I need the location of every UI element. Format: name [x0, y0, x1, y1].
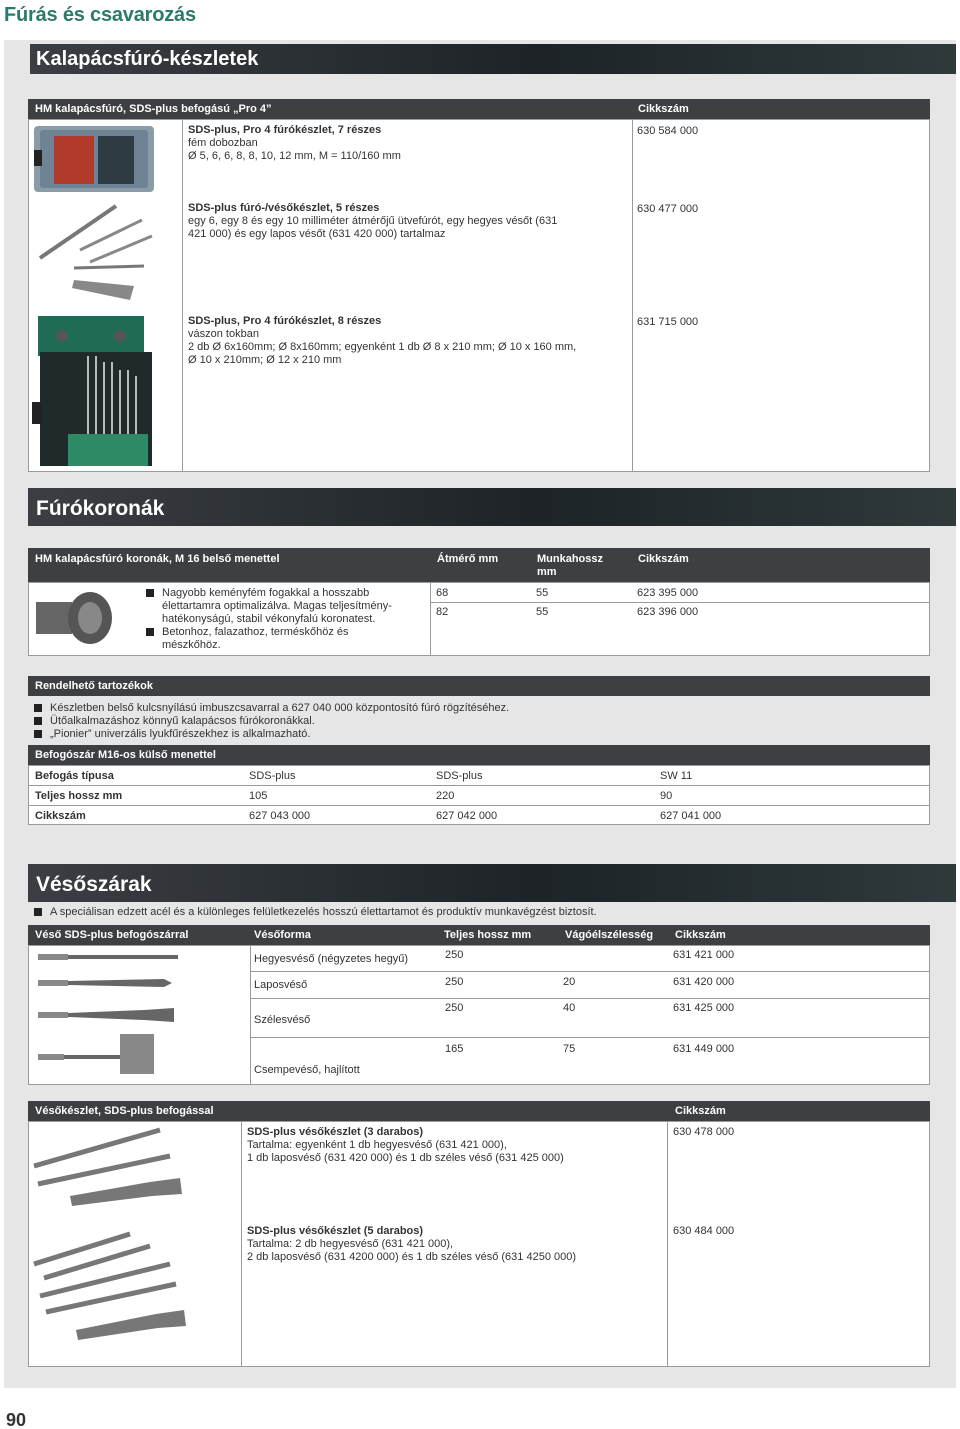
chisel-sets-header-name: Vésőkészlet, SDS-plus befogással	[35, 1105, 214, 1117]
chisel-length: 250	[445, 1002, 464, 1014]
section-title-drill-sets: Kalapácsfúró-készletek	[30, 44, 956, 74]
chisel-shape: Szélesvéső	[254, 1014, 311, 1026]
shank-label: Befogás típusa	[35, 770, 114, 782]
chisel-set-desc: Tartalma: egyenként 1 db hegyesvéső (631 421 000),	[247, 1139, 507, 1151]
chisel-set-title: SDS-plus vésőkészlet (3 darabos)	[247, 1126, 424, 1138]
shank-value: SW 11	[660, 770, 693, 782]
section-title-chisels: Vésőszárak	[28, 864, 956, 902]
core-bit-length: 55	[536, 587, 549, 599]
chisel-set-code: 630 478 000	[673, 1126, 735, 1138]
core-bit-length: 55	[536, 606, 549, 618]
feature-text: hatékonyságú, stabil vékonyfalú koronatest.	[162, 613, 376, 625]
shank-value: 627 043 000	[249, 810, 311, 822]
chisel-length: 165	[445, 1043, 464, 1055]
chisel-code: 631 449 000	[673, 1043, 735, 1055]
accessories-list	[34, 702, 914, 741]
feature-text: Betonhoz, falazathoz, terméskőhöz és	[162, 626, 349, 638]
core-bit-code: 623 395 000	[637, 587, 699, 599]
drill-set-desc: vászon tokban	[188, 328, 259, 340]
chisel-code: 631 420 000	[673, 976, 735, 988]
drill-set-code: 631 715 000	[637, 316, 699, 328]
chisel-sets-header	[28, 1101, 930, 1121]
drill-set-title: SDS-plus, Pro 4 fúrókészlet, 8 részes	[188, 315, 382, 327]
chisels-header-code: Cikkszám	[675, 929, 726, 941]
shank-label: Cikkszám	[35, 810, 86, 822]
drill-pouch-image	[32, 316, 154, 468]
chisel-set-row-2	[247, 1225, 667, 1264]
core-bit-diameter: 82	[436, 606, 449, 618]
chisel-set-3-image	[30, 1126, 190, 1210]
chisel-set-desc: 2 db laposvéső (631 4200 000) és 1 db széles véső (631 4250 000)	[247, 1251, 577, 1263]
chisel-length: 250	[445, 949, 464, 961]
chisel-code: 631 425 000	[673, 1002, 735, 1014]
drill-set-desc: fém dobozban	[188, 137, 258, 149]
drill-set-title: SDS-plus, Pro 4 fúrókészlet, 7 részes	[188, 124, 382, 136]
chisel-set-5-image	[30, 1230, 190, 1350]
chisel-width: 20	[563, 976, 576, 988]
chisel-sets-header-code: Cikkszám	[675, 1105, 726, 1117]
feature-text: Nagyobb keményfém fogakkal a hosszabb	[162, 587, 370, 599]
chisel-code: 631 421 000	[673, 949, 735, 961]
chisel-shape: Laposvéső	[254, 979, 308, 991]
feature-text: mészkőhöz.	[162, 639, 221, 651]
chisel-images	[34, 950, 194, 1080]
core-bits-table-header	[28, 548, 930, 582]
shank-value: SDS-plus	[436, 770, 483, 782]
shank-label: Teljes hossz mm	[35, 790, 123, 802]
chisels-header-shape: Vésőforma	[254, 929, 311, 941]
core-bits-header-length: Munkahossz	[537, 553, 604, 565]
page-title: Fúrás és csavarozás	[4, 4, 196, 26]
chisel-set-code: 630 484 000	[673, 1225, 735, 1237]
chisels-intro: A speciálisan edzett acél és a különleges felületkezelés hosszú élettartamot és produktív munkavégzést biztosít.	[34, 906, 924, 919]
core-bits-header-name: HM kalapácsfúró koronák, M 16 belső menettel	[35, 553, 280, 565]
drill-set-row-2	[188, 202, 628, 241]
chisel-shape: Hegyesvéső (négyzetes hegyű)	[254, 953, 409, 965]
chisel-length: 250	[445, 976, 464, 988]
drill-set-desc: egy 6, egy 8 és egy 10 milliméter átmérőjű ütvefúrót, egy hegyes vésőt (631	[188, 215, 558, 227]
feature-text: élettartamra optimalizálva. Magas teljesítmény-	[162, 600, 392, 612]
chisel-width: 40	[563, 1002, 576, 1014]
drill-chisel-set-image	[34, 200, 154, 304]
drill-set-code: 630 477 000	[637, 203, 699, 215]
drill-sets-header-name: HM kalapácsfúró, SDS-plus befogású „Pro 4”	[35, 103, 272, 115]
drill-set-desc: Ø 10 x 210mm; Ø 12 x 210 mm	[188, 354, 342, 366]
drill-set-code: 630 584 000	[637, 125, 699, 137]
accessories-title: Rendelhető tartozékok	[35, 680, 153, 692]
shank-value: 90	[660, 790, 673, 802]
drill-set-desc: 2 db Ø 6x160mm; Ø 8x160mm; egyenként 1 db Ø 8 x 210 mm; Ø 10 x 160 mm,	[188, 341, 577, 353]
chisel-set-row-1	[247, 1126, 667, 1165]
core-bits-header-length-unit: mm	[537, 566, 557, 578]
chisel-set-title: SDS-plus vésőkészlet (5 darabos)	[247, 1225, 424, 1237]
core-bit-diameter: 68	[436, 587, 449, 599]
chisel-width: 75	[563, 1043, 576, 1055]
core-bit-code: 623 396 000	[637, 606, 699, 618]
shank-header	[28, 745, 930, 765]
core-bits-header-diameter: Átmérő mm	[437, 553, 499, 565]
drill-set-desc: Ø 5, 6, 6, 8, 8, 10, 12 mm, M = 110/160 mm	[188, 150, 401, 162]
drill-set-desc: 421 000) és egy lapos vésőt (631 420 000) tartalmaz	[188, 228, 446, 240]
accessory-item: Készletben belső kulcsnyílású imbuszcsavarral a 627 040 000 központosító fúró rögzítéséhez.	[34, 702, 914, 715]
chisel-set-desc: Tartalma: 2 db hegyesvéső (631 421 000),	[247, 1238, 454, 1250]
page-number: 90	[6, 1410, 27, 1429]
drill-sets-table-header	[28, 99, 930, 119]
chisel-set-desc: 1 db laposvéső (631 420 000) és 1 db széles véső (631 425 000)	[247, 1152, 564, 1164]
accessory-item: „Pionier” univerzális lyukfűrészekhez is alkalmazható.	[34, 728, 914, 741]
accessories-header	[28, 676, 930, 696]
shank-value: SDS-plus	[249, 770, 296, 782]
drill-sets-table	[28, 119, 930, 472]
chisels-table-header	[28, 925, 930, 945]
core-bit-image	[34, 588, 114, 650]
core-bits-features	[146, 587, 436, 652]
feature-bullet	[146, 626, 436, 652]
shank-value: 220	[436, 790, 455, 802]
drill-set-row-3	[188, 315, 628, 367]
section-title-core-bits: Fúrókoronák	[28, 488, 956, 526]
shank-value: 627 041 000	[660, 810, 722, 822]
drill-case-image	[34, 126, 154, 192]
accessory-item: Ütőalkalmazáshoz könnyű kalapácsos fúrókoronákkal.	[34, 715, 914, 728]
shank-value: 627 042 000	[436, 810, 498, 822]
drill-sets-header-code: Cikkszám	[638, 103, 689, 115]
chisels-header-width: Vágóélszélesség	[565, 929, 654, 941]
shank-title: Befogószár M16-os külső menettel	[35, 749, 216, 761]
shank-value: 105	[249, 790, 268, 802]
drill-set-title: SDS-plus fúró-/vésőkészlet, 5 részes	[188, 202, 380, 214]
feature-bullet	[146, 587, 436, 626]
chisels-header-length: Teljes hossz mm	[444, 929, 532, 941]
chisel-shape: Csempevéső, hajlított	[254, 1064, 360, 1076]
chisels-header-name: Véső SDS-plus befogószárral	[35, 929, 189, 941]
core-bits-header-code: Cikkszám	[638, 553, 689, 565]
drill-set-row-1	[188, 124, 628, 163]
